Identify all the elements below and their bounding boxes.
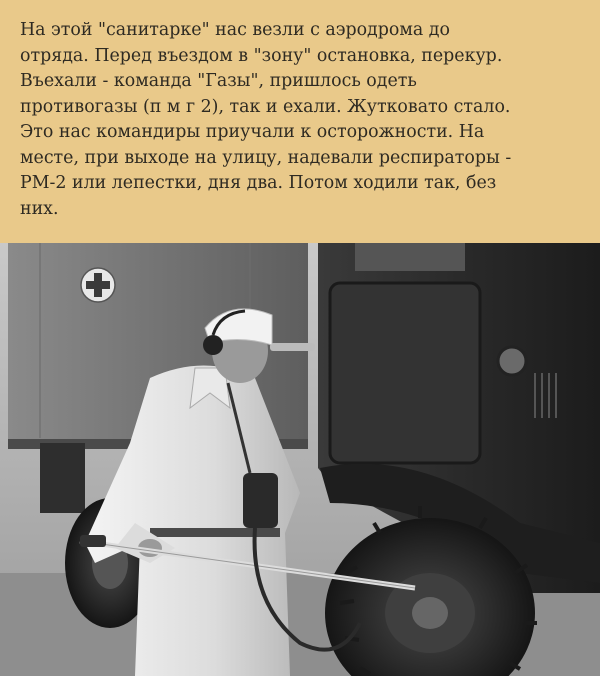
- caption-line-3: Въехали - команда "Газы", пришлось одеть: [20, 71, 417, 91]
- caption-line-7: РМ-2 или лепестки, дня два. Потом ходили так, без: [20, 173, 497, 193]
- caption-line-8: них.: [20, 198, 59, 219]
- photograph-illustration: [0, 243, 600, 676]
- caption-text: [20, 18, 586, 222]
- caption-line-2: отряда. Перед въездом в "зону" остановка, перекур.: [20, 45, 503, 66]
- headphones-icon: [203, 335, 223, 355]
- door-handle: [270, 343, 315, 351]
- caption-line-6: месте, при выходе на улицу, надевали респираторы -: [20, 147, 512, 168]
- caption-line-5: Это нас командиры приучали к осторожности. На: [20, 122, 485, 142]
- caption-panel: [0, 0, 600, 243]
- caption-line-4: противогазы (п м г 2), так и ехали. Жутковато стало.: [20, 96, 511, 117]
- red-cross-icon: [81, 268, 115, 302]
- headlight: [498, 347, 526, 375]
- caption-line-1: На этой "санитарке" нас везли с аэродрома до: [20, 20, 450, 40]
- hanging-device: [243, 473, 278, 528]
- photograph: [0, 243, 600, 676]
